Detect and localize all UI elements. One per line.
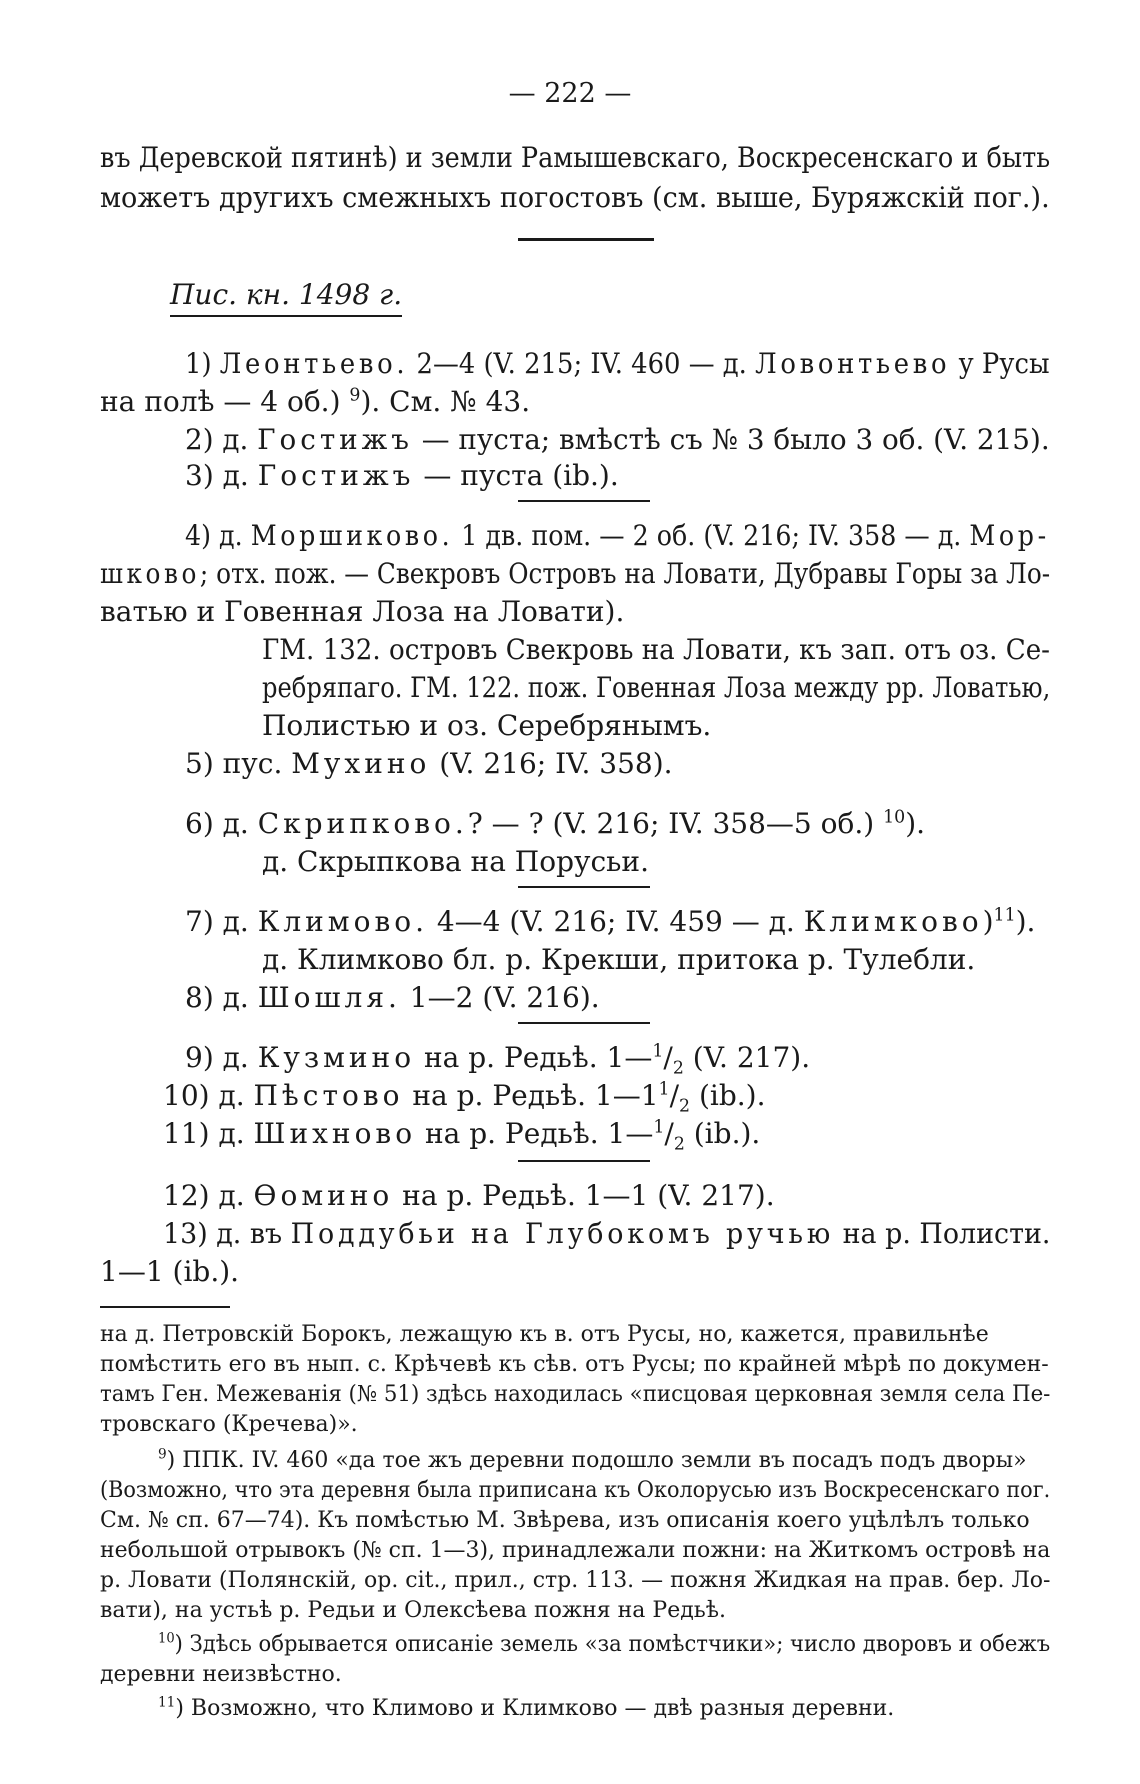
footnote-line: на д. Петровскій Борокъ, лежащую къ в. отъ Русы, но, кажется, правильнѣе [100, 1322, 989, 1347]
footnote-marker: 11 [158, 1694, 176, 1711]
entry-note: д. Скрыпкова на Порусьи. [262, 845, 649, 878]
footnote-line: тровскаго (Кречева)». [100, 1412, 358, 1437]
footnote-line: $^9$) ППК. IV. 460 «да тое жъ деревни подошло земли въ посадъ подъ дворы» [158, 1446, 1027, 1473]
entry-line: 6) д. Скрипково.? — ? (V. 216; IV. 358—5 об.) $^{10}$). [185, 807, 926, 840]
footnote-line: См. № сп. 67—74). Къ помѣстью М. Звѣрева, изъ описанія коего уцѣлѣлъ только [100, 1508, 1030, 1533]
entry-line: ватью и Говенная Лоза на Ловати). [100, 595, 625, 628]
entry-line: 9) д. Кузмино на р. Редьѣ. $1—^1/_2$ (V. 217). [185, 1041, 811, 1079]
section-heading: Пис. кн. 1498 г. [170, 278, 402, 317]
entry-line: 10) д. Пѣстово на р. Редьѣ. $1—1^1/_2$ (ib.). [163, 1079, 766, 1117]
entry-note: ГМ. 132. островъ Свекровь на Ловати, къ зап. отъ оз. Се- [262, 633, 1050, 666]
entry-line: 11) д. Шихново на р. Редьѣ. $1—^1/_2$ (ib.). [163, 1117, 761, 1155]
page-number: — 222 — [508, 78, 632, 109]
footnote-line: $^{10}$) Здѣсь обрывается описаніе земель «за помѣстчики»; число дворовъ и обежъ [158, 1630, 1051, 1657]
entry-line: 1) Леонтьево. 2—4 (V. 215; IV. 460 — д. Ловонтьево у Русы [185, 347, 1050, 380]
entry-note: ребряпаго. ГМ. 122. пож. Говенная Лоза между рр. Ловатью, [262, 671, 1051, 704]
entry-line: 5) пус. Мухино (V. 216; IV. 358). [185, 747, 673, 780]
footnote-rule [100, 1306, 230, 1308]
footnote-marker: 10 [158, 1630, 175, 1647]
footnote-line: (Возможно, что эта деревня была приписана къ Околорусью изъ Воскресенскаго пог. [100, 1478, 1051, 1503]
footnote-marker: 9 [158, 1446, 167, 1463]
group-rule [518, 1022, 650, 1024]
entry-note: Полистью и оз. Серебрянымъ. [262, 709, 712, 742]
footnote-line: р. Ловати (Полянскій, ор. cit., прил., стр. 113. — пожня Жидкая на прав. бер. Ло- [100, 1568, 1051, 1593]
entry-line: 7) д. Климово. 4—4 (V. 216; IV. 459 — д. Климково)$^{11}$). [185, 905, 1036, 938]
entry-line: 3) д. Гостижъ — пуста (ib.). [185, 459, 619, 492]
entry-line: 12) д. Ѳомино на р. Редьѣ. 1—1 (V. 217). [163, 1179, 775, 1212]
section-rule [518, 238, 654, 241]
footnote-line: вати), на устьѣ р. Редьи и Олексѣева пожня на Редьѣ. [100, 1598, 727, 1623]
footnote-line: помѣстить его въ нып. с. Крѣчевѣ къ сѣв. отъ Русы; по крайней мѣрѣ по докумен- [100, 1352, 1049, 1377]
entry-line: на полѣ — 4 об.) $^9$). См. № 43. [100, 385, 531, 418]
intro-line: въ Деревской пятинѣ) и земли Рамышевскаго, Воскресенскаго и быть [100, 141, 1051, 174]
entry-line: 1—1 (ib.). [100, 1255, 240, 1288]
entry-note: д. Климково бл. р. Крекши, притока р. Тулебли. [262, 943, 976, 976]
footnote-line: $^{11}$) Возможно, что Климово и Климково — двѣ разныя деревни. [158, 1694, 895, 1721]
entry-line: шково; отх. пож. — Свекровъ Островъ на Ловати, Дубравы Горы за Ло- [100, 557, 1051, 590]
intro-line: можетъ другихъ смежныхъ погостовъ (см. выше, Буряжскій пог.). [100, 181, 1050, 214]
footnote-line: деревни неизвѣстно. [100, 1662, 342, 1687]
entry-line: 8) д. Шошля. 1—2 (V. 216). [185, 981, 600, 1014]
group-rule [518, 886, 650, 888]
entry-line: 13) д. въ Поддубьи на Глубокомъ ручью на р. Полисти. [163, 1217, 1051, 1250]
group-rule [518, 500, 650, 502]
footnote-line: небольшой отрывокъ (№ сп. 1—3), принадлежали пожни: на Житкомъ островѣ на [100, 1538, 1051, 1563]
footnote-line: тамъ Ген. Межеванія (№ 51) здѣсь находилась «писцовая церковная земля села Пе- [100, 1382, 1051, 1407]
entry-line: 2) д. Гостижъ — пуста; вмѣстѣ съ № 3 было 3 об. (V. 215). [185, 423, 1050, 456]
group-rule [518, 1160, 650, 1162]
entry-line: 4) д. Моршиково. 1 дв. пом. — 2 об. (V. 216; IV. 358 — д. Мор- [185, 519, 1050, 552]
